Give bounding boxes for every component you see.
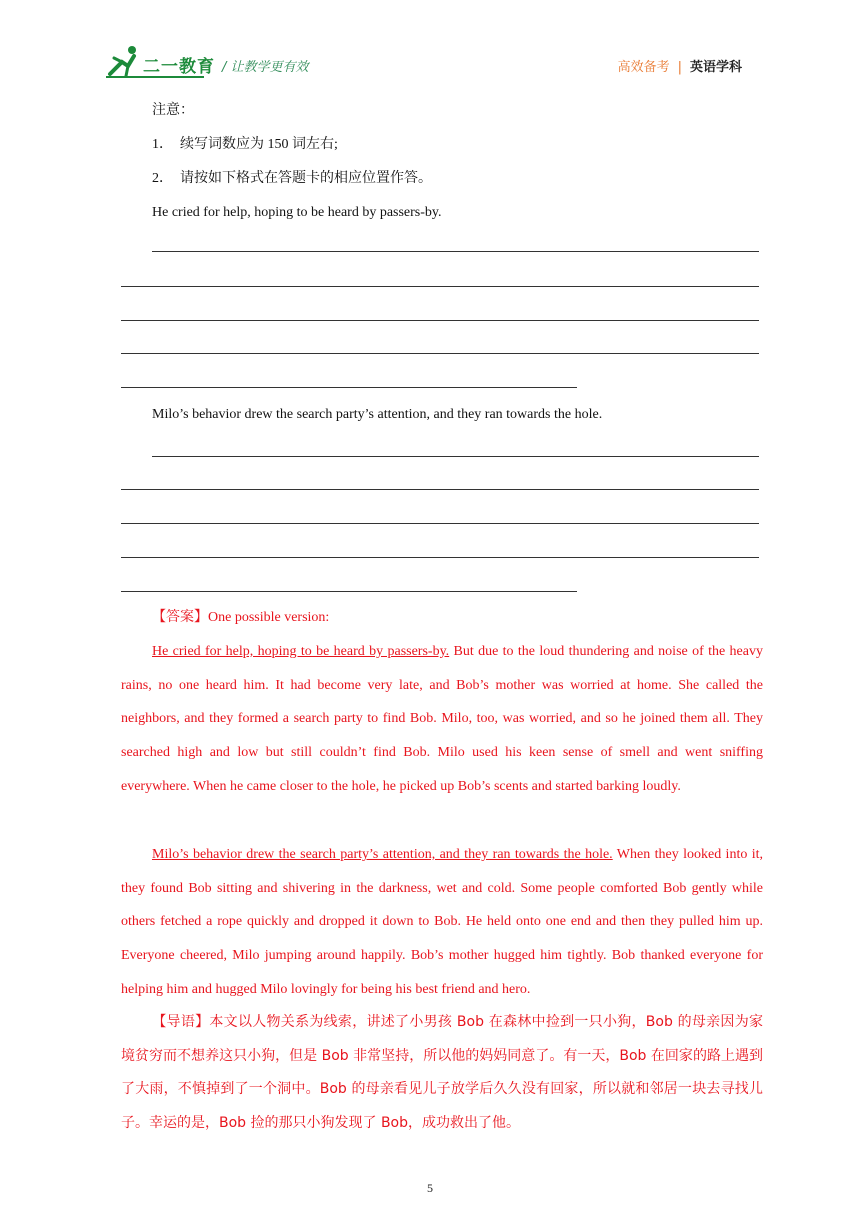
note-item-2-text: 请按如下格式在答题卡的相应位置作答。 bbox=[180, 171, 432, 186]
answer-intro: One possible version: bbox=[208, 610, 330, 625]
answer-line bbox=[152, 456, 759, 457]
answer-label: 【答案】 bbox=[152, 609, 208, 625]
page-header bbox=[0, 0, 860, 90]
answer-line bbox=[121, 557, 759, 558]
guide-paragraph bbox=[121, 1006, 763, 1141]
guide-text: 本文以人物关系为线索，讲述了小男孩 Bob 在森林中捡到一只小狗，Bob 的母亲因为家境贫穷而不想养这只小狗，但是 Bob 非常坚持，所以他的妈妈同意了。有一天，Bob 在回家的路上遇到了大雨，不慎掉到了一个洞中。Bob 的母亲看见儿子放学后久久没有回家，所以就和邻居一块去寻找儿子。幸运的是，Bob 捡的那只小狗发现了 Bob，成功救出了他。 bbox=[121, 1014, 763, 1132]
answer-paragraph-2 bbox=[121, 838, 763, 1007]
header-separator: | bbox=[677, 60, 682, 75]
subject-label: 英语学科 bbox=[689, 60, 742, 75]
answer-line bbox=[121, 353, 759, 354]
answer-line bbox=[121, 523, 759, 524]
answer-paragraph-2-lead: Milo’s behavior drew the search party’s attention, and they ran towards the hole. bbox=[152, 847, 613, 862]
answer-line bbox=[121, 286, 759, 287]
note-item-1-text: 续写词数应为 150 词左右; bbox=[180, 137, 338, 152]
note-item-1 bbox=[152, 135, 338, 155]
answer-paragraph-1-body: But due to the loud thundering and noise of the heavy rains, no one heard him. It had become very late, and Bob’s mother was worried at home. She called the neighbors, and they formed a search party to find Bob. Milo, too, was worried, and so he joined them all. They searched high and low but still couldn’t find Bob. Milo used his keen sense of smell and went sniffing everywhere. When he came closer to the hole, he picked up Bob’s scents and started barking loudly. bbox=[121, 644, 763, 794]
answer-paragraph-2-body: When they looked into it, they found Bob sitting and shivering in the darkness, wet and cold. Some people comforted Bob gently while others fetched a rope quickly and dropped it down to Bob. He held onto one end and then they pulled him up. Everyone cheered, Milo jumping around happily. Bob’s mother hugged him tightly. Bob thanked everyone for helping him and hugged Milo lovingly for being his best friend and hero. bbox=[121, 847, 763, 997]
answer-paragraph-1-lead: He cried for help, hoping to be heard by passers-by. bbox=[152, 644, 450, 659]
brand-name: 二一教育 bbox=[143, 57, 215, 77]
note-item-2 bbox=[152, 169, 432, 189]
answer-heading bbox=[152, 607, 329, 628]
header-subject bbox=[618, 56, 742, 75]
answer-line bbox=[121, 320, 759, 321]
answer-line bbox=[121, 387, 577, 388]
answer-line bbox=[121, 591, 577, 592]
page-number: 5 bbox=[427, 1181, 433, 1195]
prompt-2: Milo’s behavior drew the search party’s attention, and they ran towards the hole. bbox=[152, 407, 603, 422]
guide-label: 【导语】 bbox=[152, 1014, 210, 1030]
notes-title: 注意： bbox=[152, 103, 194, 118]
exam-prep-label: 高效备考 bbox=[617, 60, 670, 75]
note-item-1-number: 1． bbox=[152, 137, 173, 152]
answer-line bbox=[121, 489, 759, 490]
answer-paragraph-1 bbox=[121, 635, 763, 804]
brand-slogan: / 让教学更有效 bbox=[222, 60, 309, 75]
note-item-2-number: 2． bbox=[152, 171, 173, 186]
answer-line bbox=[152, 251, 759, 252]
prompt-1: He cried for help, hoping to be heard by passers-by. bbox=[152, 205, 442, 220]
